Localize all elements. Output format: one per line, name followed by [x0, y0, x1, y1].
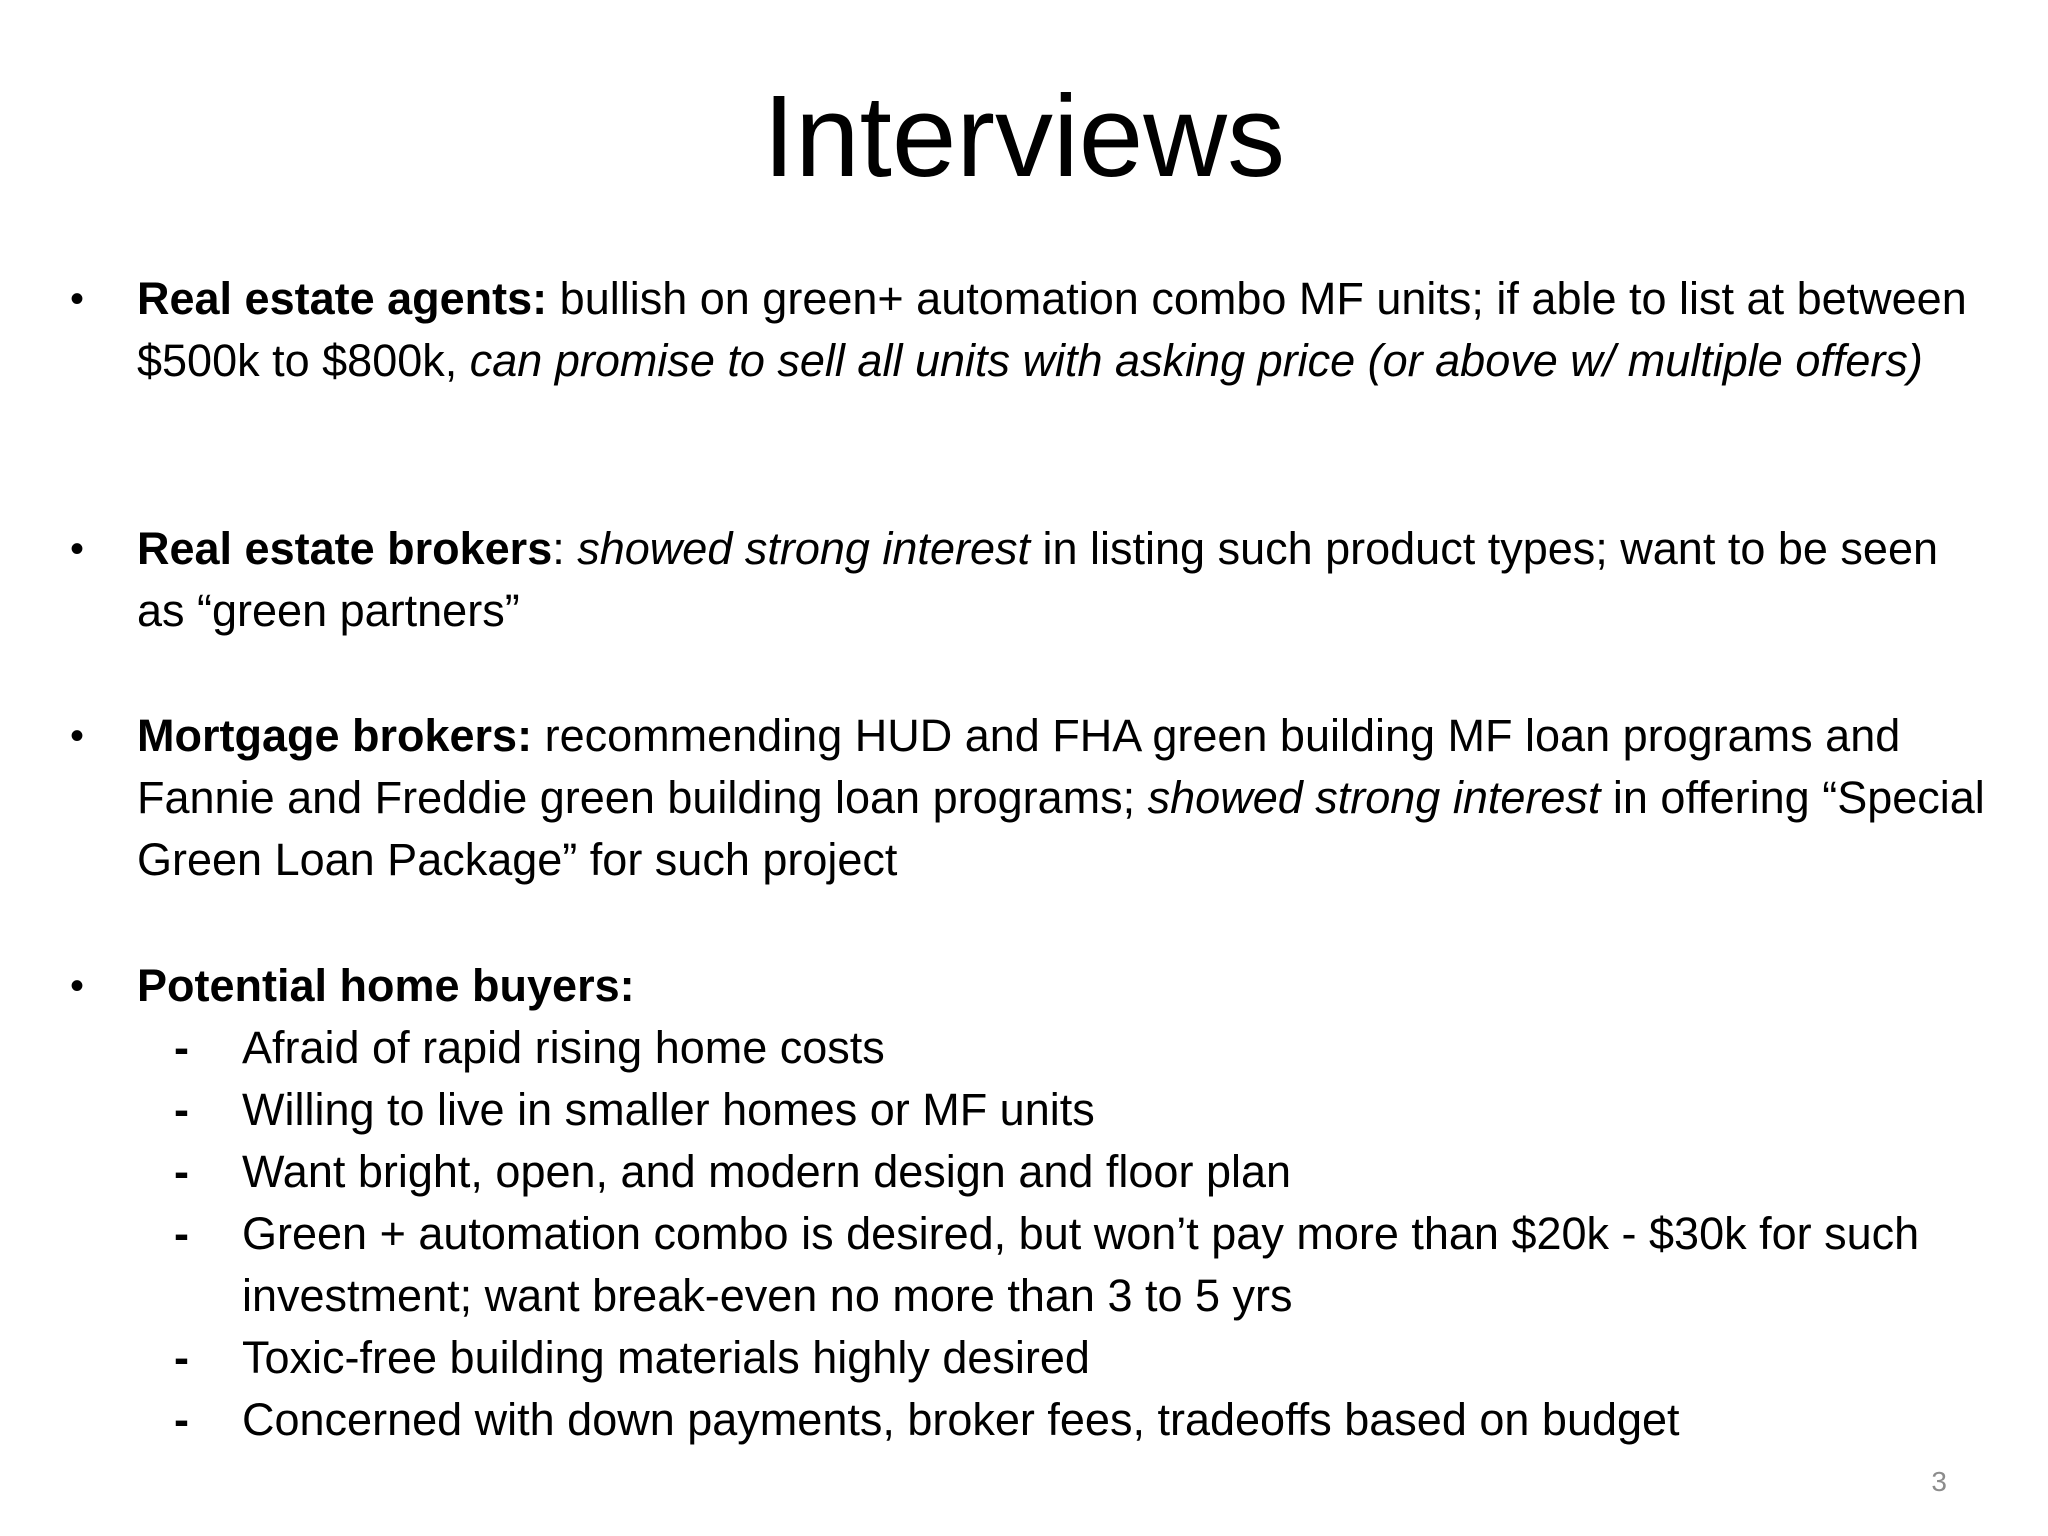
- dash-icon: -: [174, 1332, 189, 1383]
- dash-icon: -: [174, 1084, 189, 1135]
- dash-icon: -: [174, 1394, 189, 1445]
- bullet-icon: •: [70, 714, 85, 758]
- sub-item: [137, 1203, 1987, 1327]
- sub-item-text: Afraid of rapid rising home costs: [242, 1022, 885, 1073]
- sub-item-text: Green + automation combo is desired, but won’t pay more than $20k - $30k for such investment; want break-even no more than 3 to 5 yrs: [242, 1208, 1920, 1321]
- bullet-icon: •: [70, 527, 85, 571]
- sub-item-text: Toxic-free building materials highly desired: [242, 1332, 1090, 1383]
- bullet-lead: Potential home buyers:: [137, 960, 635, 1011]
- bullet-lead: Real estate agents:: [137, 273, 548, 324]
- sub-item: [137, 1389, 1987, 1451]
- sub-item-text: Want bright, open, and modern design and floor plan: [242, 1146, 1292, 1197]
- bullet-icon: •: [70, 964, 85, 1008]
- bullet-real-estate-agents: [70, 268, 1987, 392]
- sub-item-text: Concerned with down payments, broker fees, tradeoffs based on budget: [242, 1394, 1680, 1445]
- bullet-lead: Mortgage brokers:: [137, 710, 533, 761]
- bullet-lead: Real estate brokers: [137, 523, 553, 574]
- sub-item: [137, 1141, 1987, 1203]
- dash-icon: -: [174, 1022, 189, 1073]
- bullet-text: :: [552, 523, 578, 574]
- bullet-text: recommending HUD and FHA green building MF loan programs and Fannie and Freddie green building loan programs;: [137, 710, 1901, 823]
- bullet-text: in listing such product types; want to be seen as “green partners”: [137, 523, 1939, 636]
- dash-icon: -: [174, 1208, 189, 1259]
- bullet-text: in offering “Special Green Loan Package” for such project: [137, 772, 1985, 885]
- dash-icon: -: [174, 1146, 189, 1197]
- sub-item-text: Willing to live in smaller homes or MF units: [242, 1084, 1095, 1135]
- bullet-icon: •: [70, 277, 85, 321]
- bullet-text: bullish on green+ automation combo MF units; if able to list at between $500k to $800k,: [137, 273, 1967, 386]
- bullet-italic-text: showed strong interest: [1147, 772, 1601, 823]
- bullet-italic-text: can promise to sell all units with asking price (or above w/ multiple offers): [469, 335, 1923, 386]
- page-number: 3: [1931, 1466, 1947, 1497]
- sub-item: [137, 1327, 1987, 1389]
- bullet-real-estate-brokers: [70, 518, 1987, 642]
- sub-item: [137, 1079, 1987, 1141]
- slide-title: Interviews: [762, 71, 1286, 201]
- bullet-italic-text: showed strong interest: [577, 523, 1030, 574]
- bullet-potential-home-buyers: [70, 955, 1987, 1451]
- sub-item: [137, 1017, 1987, 1079]
- bullet-mortgage-brokers: [70, 705, 1987, 891]
